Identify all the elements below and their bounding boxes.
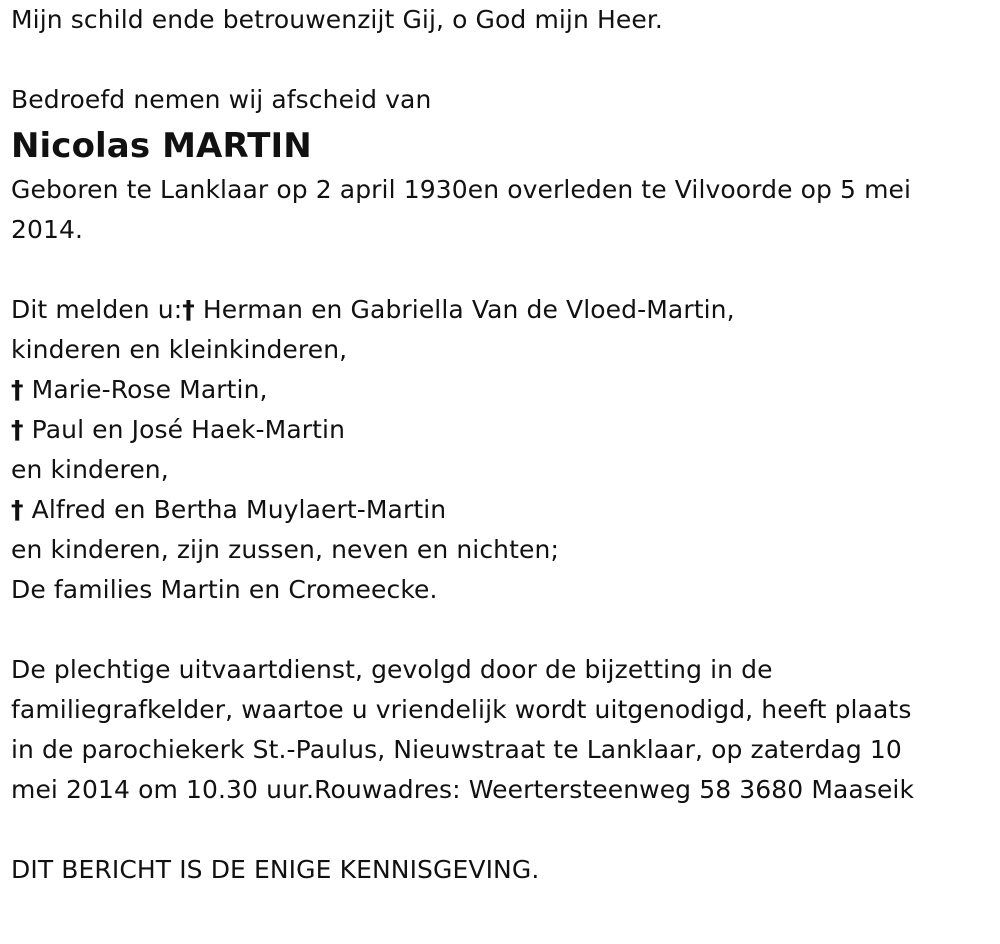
funeral-details <box>11 650 986 810</box>
spacer <box>11 810 986 850</box>
announcer-text: Herman en Gabriella Van de Vloed-Martin, <box>194 295 735 324</box>
cross-icon: † <box>182 295 195 324</box>
announcer-line-4: en kinderen, <box>11 455 169 484</box>
announcer-line-0 <box>11 290 986 330</box>
cross-icon: † <box>11 375 24 404</box>
cross-icon: † <box>11 415 24 444</box>
cross-icon: † <box>11 495 24 524</box>
announcer-text: Paul en José Haek-Martin <box>23 415 346 444</box>
announcer-line-6: en kinderen, zijn zussen, neven en nichten; <box>11 535 559 564</box>
spacer <box>11 250 986 290</box>
announcers-list <box>11 290 986 610</box>
announcer-line-7: De families Martin en Cromeecke. <box>11 575 438 604</box>
announcer-text: Alfred en Bertha Muylaert-Martin <box>23 495 447 524</box>
funeral-line-3: in de parochiekerk St.-Paulus, Nieuwstraat te Lanklaar, op zaterdag 10 <box>11 735 902 764</box>
spacer <box>11 610 986 650</box>
announcer-line-1: kinderen en kleinkinderen, <box>11 335 348 364</box>
motto: Mijn schild ende betrouwenzijt Gij, o God mijn Heer. <box>11 5 663 34</box>
obituary-notice <box>11 0 986 890</box>
notice-text: DIT BERICHT IS DE ENIGE KENNISGEVING. <box>11 855 540 884</box>
announcer-line-3 <box>11 410 986 450</box>
birth-death-text: Geboren te Lanklaar op 2 april 1930en overleden te Vilvoorde op 5 mei 2014. <box>11 175 912 244</box>
announcer-line-5 <box>11 490 986 530</box>
funeral-line-2: familiegrafkelder, waartoe u vriendelijk wordt uitgenodigd, heeft plaats <box>11 695 912 724</box>
spacer <box>11 40 986 80</box>
announcer-line-2 <box>11 370 986 410</box>
deceased-name: Nicolas MARTIN <box>11 126 312 166</box>
funeral-line-1: De plechtige uitvaartdienst, gevolgd door de bijzetting in de <box>11 655 773 684</box>
funeral-line-4: mei 2014 om 10.30 uur.Rouwadres: Weertersteenweg 58 3680 Maaseik <box>11 775 915 804</box>
intro-text: Bedroefd nemen wij afscheid van <box>11 85 432 114</box>
announcers-lead: Dit melden u: <box>11 295 183 324</box>
announcer-text: Marie-Rose Martin, <box>23 375 268 404</box>
